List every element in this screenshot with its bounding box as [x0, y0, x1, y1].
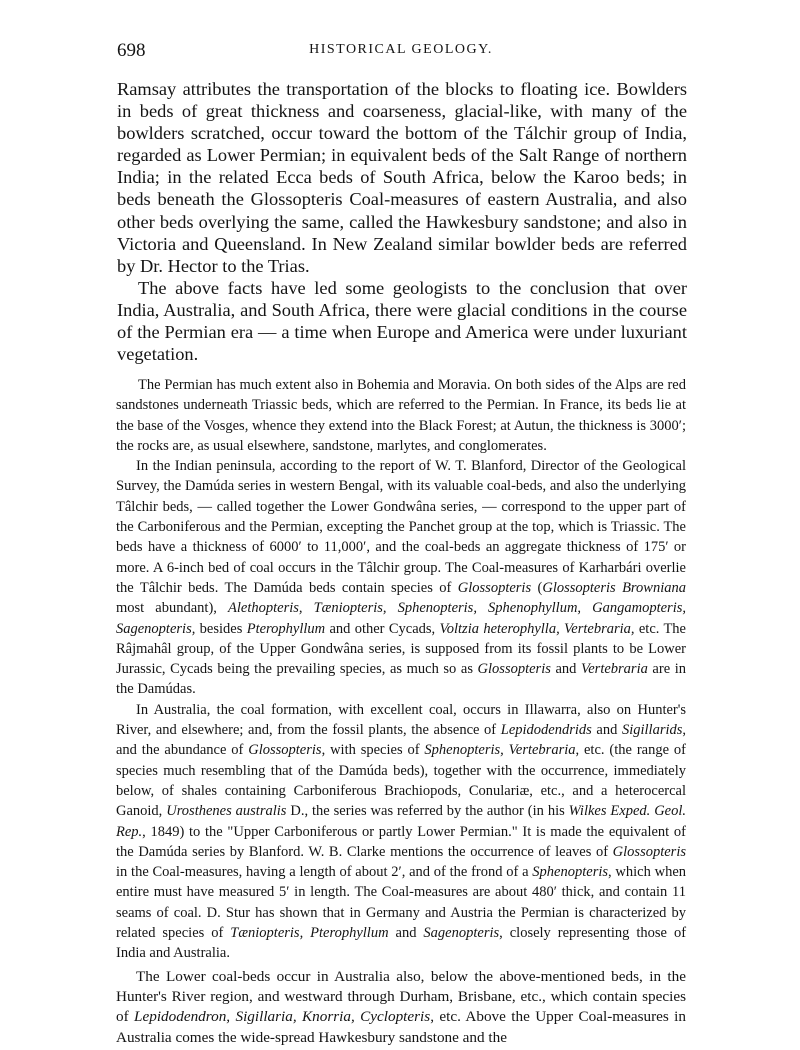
italic-term: Glossopteris — [248, 742, 322, 759]
italic-term: Tæniopteris, Pterophyllum — [230, 925, 389, 942]
small-paragraph-1: The Permian has much extent also in Bohemia and Moravia. On both sides of the Alps are red sandstones underneath Triassic beds, which are referred to the Permian. In France, its beds lie at the base of the Vosges, whence they extend into the Black Forest; at Autun, the thickness is 3000′; the rocks are, as usual elsewhere, sandstone, marlytes, and conglomerates. — [116, 377, 686, 454]
text-run: , etc. (the range of species much resembling that of the Damúda beds), together with the occurrence, immediately below, of shales containing Carboniferous Brachiopods, Conulariæ, etc., and a heterocercal Ganoid, — [116, 742, 686, 820]
italic-term: Glossopteris Browniana — [542, 579, 686, 596]
small-paragraph-2 — [116, 456, 686, 700]
text-run: etc. The Râjmahâl group, of the Upper Gondwâna series, is supposed from its fossil plants to be Lower Jurassic, Cycads being the prevailing species, as much so as — [116, 620, 686, 678]
text-run: besides — [195, 620, 247, 637]
italic-term: Sagenopteris — [423, 925, 500, 942]
text-run: The Lower coal-beds occur in Australia also, below the above-mentioned beds, in the Hunter's River region, and westward through Durham, Brisbane, etc., which contain species of — [116, 967, 686, 1026]
text-run: , closely representing those of India and Australia. — [116, 925, 687, 962]
small-print-section — [116, 375, 686, 1048]
text-run: in the Coal-measures, having a length of about 2′, and of the frond of a — [116, 864, 533, 881]
italic-term: Sphenopteris, Vertebraria — [424, 742, 576, 759]
italic-term: Pterophyllum — [246, 620, 326, 637]
italic-term: Glossopteris — [477, 661, 551, 678]
italic-term: Sigillarids — [621, 722, 683, 739]
main-paragraph-1: Ramsay attributes the transportation of the blocks to floating ice. Bowlders in beds of great thickness and coarseness, glacial-like, with many of the bowlders scratched, occur toward the bottom of the Tálchir group of India, regarded as Lower Permian; in equivalent beds of the Salt Range of northern India; in the related Ecca beds of South Africa, below the Karoo beds; in beds beneath the Glossopteris Coal-measures of eastern Australia, and also other beds overlying the same, called the Hawkesbury sandstone; and also in Victoria and Queensland. In New Zealand similar bowlder beds are referred by Dr. Hector to the Trias. — [117, 79, 687, 276]
italic-term: Alethopteris, Tæniopteris, Sphenopteris, Sphenophyllum, Gangamopteris, Sagenopteris, — [116, 600, 686, 637]
italic-term: Lepidodendrids — [500, 722, 592, 739]
text-run: and — [388, 925, 424, 942]
main-paragraph-2: The above facts have led some geologists to the conclusion that over India, Australia, and South Africa, there were glacial conditions in the course of the Permian era — a time when Europe and America were under luxuriant vegetation. — [117, 277, 687, 365]
text-run: , 1849) to the "Upper Carboniferous or partly Lower Permian." It is made the equivalent of the Damúda series by Blanford. W. B. Clarke mentions the occurrence of leaves of — [116, 823, 686, 860]
italic-term: Glossopteris — [457, 579, 532, 596]
italic-term: Vertebraria — [580, 661, 648, 678]
text-run: ( — [531, 579, 543, 596]
italic-term: Voltzia heterophylla, Vertebraria, — [439, 620, 635, 637]
page-header — [117, 40, 685, 64]
small-paragraph-4 — [116, 967, 686, 1048]
text-run: and other Cycads, — [325, 620, 440, 637]
italic-term: Lepidodendron, Sigillaria, Knorria, Cyclopteris — [134, 1008, 431, 1026]
text-run: , etc. Above the Upper Coal-measures in Australia comes the wide-spread Hawkesbury sandstone and the — [116, 1008, 686, 1046]
text-run: D., the series was referred by the author (in his — [286, 803, 569, 820]
italic-term: Sphenopteris — [532, 864, 609, 881]
main-text — [117, 78, 687, 365]
page-number: 698 — [117, 40, 146, 61]
italic-term: Glossopteris — [612, 843, 686, 860]
text-run: In Australia, the coal formation, with excellent coal, occurs in Illawarra, also on Hunter's River, and elsewhere; and, from the fossil plants, the absence of — [116, 701, 686, 739]
text-run: In the Indian peninsula, according to the report of W. T. Blanford, Director of the Geological Survey, the Damúda series in western Bengal, with its valuable coal-beds, and also the underlying Tâlchir beds, — called together the Lower Gondwâna series, — correspond to the upper part of the Carboniferous and the Permian, excepting the Panchet group at the top, which is Triassic. The beds have a thickness of 6000′ to 11,000′, and the coal-beds an aggregate thickness of 175′ or more. A 6-inch bed of coal occurs in the Tâlchir group. The Coal-measures of Karharbári overlie the Tâlchir beds. The Damúda beds contain species of — [116, 458, 686, 596]
text-run: are in the Damúdas. — [116, 661, 686, 698]
text-run: most abundant), — [116, 600, 228, 617]
text-run: , with species of — [321, 742, 425, 759]
text-run: and — [591, 722, 622, 739]
running-head: HISTORICAL GEOLOGY. — [309, 42, 493, 57]
text-run: , and the abundance of — [116, 722, 687, 759]
italic-term: Urosthenes australis — [166, 803, 287, 820]
italic-term: Wilkes Exped. Geol. Rep. — [116, 803, 687, 840]
text-run: , which when entire must have measured 5′ in length. The Coal-measures are about 480′ thick, and contain 11 seams of coal. D. Stur has shown that in Germany and Austria the Permian is characterized by related species of — [116, 864, 687, 942]
small-paragraph-3 — [116, 700, 686, 964]
text-run: and — [550, 661, 581, 678]
